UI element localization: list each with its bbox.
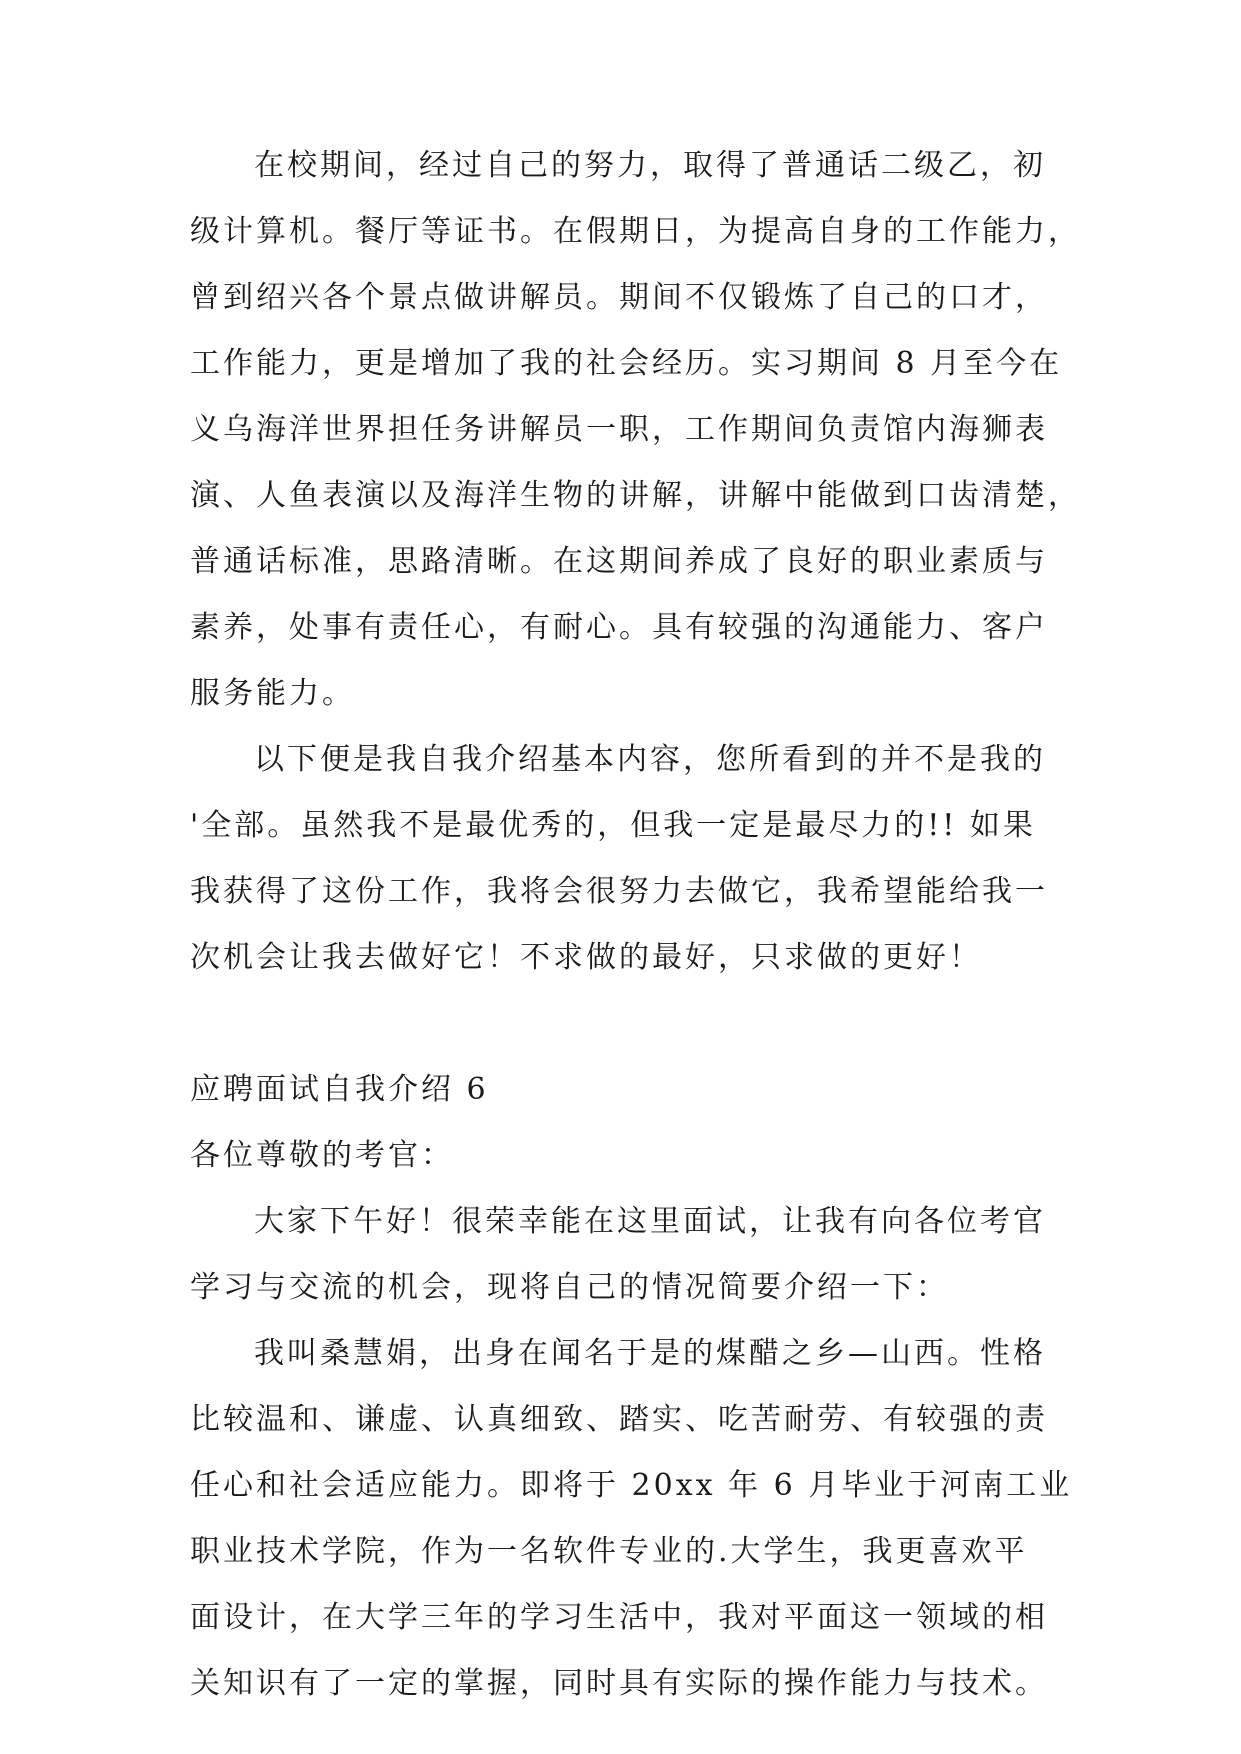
- paragraph-1-line: 服务能力。: [190, 676, 355, 711]
- paragraph-2-line: 次机会让我去做好它！不求做的最好，只求做的更好！: [190, 940, 982, 975]
- paragraph-4-line: 关知识有了一定的掌握，同时具有实际的操作能力与技术。: [190, 1666, 1048, 1701]
- paragraph-1-line: 在校期间，经过自己的努力，取得了普通话二级乙，初: [254, 148, 1046, 183]
- paragraph-1-line: 演、人鱼表演以及海洋生物的讲解，讲解中能做到口齿清楚，: [190, 478, 1081, 513]
- paragraph-3-line: 大家下午好！很荣幸能在这里面试，让我有向各位考官: [254, 1204, 1046, 1239]
- section-heading: 应聘面试自我介绍 6: [190, 1072, 489, 1107]
- paragraph-4-line: 任心和社会适应能力。即将于 20xx 年 6 月毕业于河南工业: [190, 1468, 1073, 1503]
- paragraph-1-line: 普通话标准，思路清晰。在这期间养成了良好的职业素质与: [190, 544, 1048, 579]
- paragraph-4-line: 职业技术学院，作为一名软件专业的.大学生，我更喜欢平: [190, 1534, 1028, 1569]
- paragraph-1-line: 工作能力，更是增加了我的社会经历。实习期间 8 月至今在: [190, 346, 1063, 381]
- paragraph-2-line: 我获得了这份工作，我将会很努力去做它，我希望能给我一: [190, 874, 1048, 909]
- salutation: 各位尊敬的考官：: [190, 1138, 454, 1173]
- paragraph-4-line: 面设计，在大学三年的学习生活中，我对平面这一领域的相: [190, 1600, 1048, 1635]
- paragraph-1-line: 义乌海洋世界担任务讲解员一职，工作期间负责馆内海狮表: [190, 412, 1048, 447]
- paragraph-2-line: '全部。虽然我不是最优秀的，但我一定是最尽力的!! 如果: [190, 808, 1036, 843]
- paragraph-4-line: 我叫桑慧娟，出身在闻名于是的煤醋之乡—山西。性格: [254, 1336, 1046, 1371]
- paragraph-3-line: 学习与交流的机会，现将自己的情况简要介绍一下：: [190, 1270, 949, 1305]
- paragraph-2-line: 以下便是我自我介绍基本内容，您所看到的并不是我的: [254, 742, 1046, 777]
- paragraph-4-line: 比较温和、谦虚、认真细致、踏实、吃苦耐劳、有较强的责: [190, 1402, 1048, 1437]
- paragraph-1-line: 素养，处事有责任心，有耐心。具有较强的沟通能力、客户: [190, 610, 1048, 645]
- paragraph-1-line: 级计算机。餐厅等证书。在假期日，为提高自身的工作能力，: [190, 214, 1081, 249]
- paragraph-1-line: 曾到绍兴各个景点做讲解员。期间不仅锻炼了自己的口才，: [190, 280, 1048, 315]
